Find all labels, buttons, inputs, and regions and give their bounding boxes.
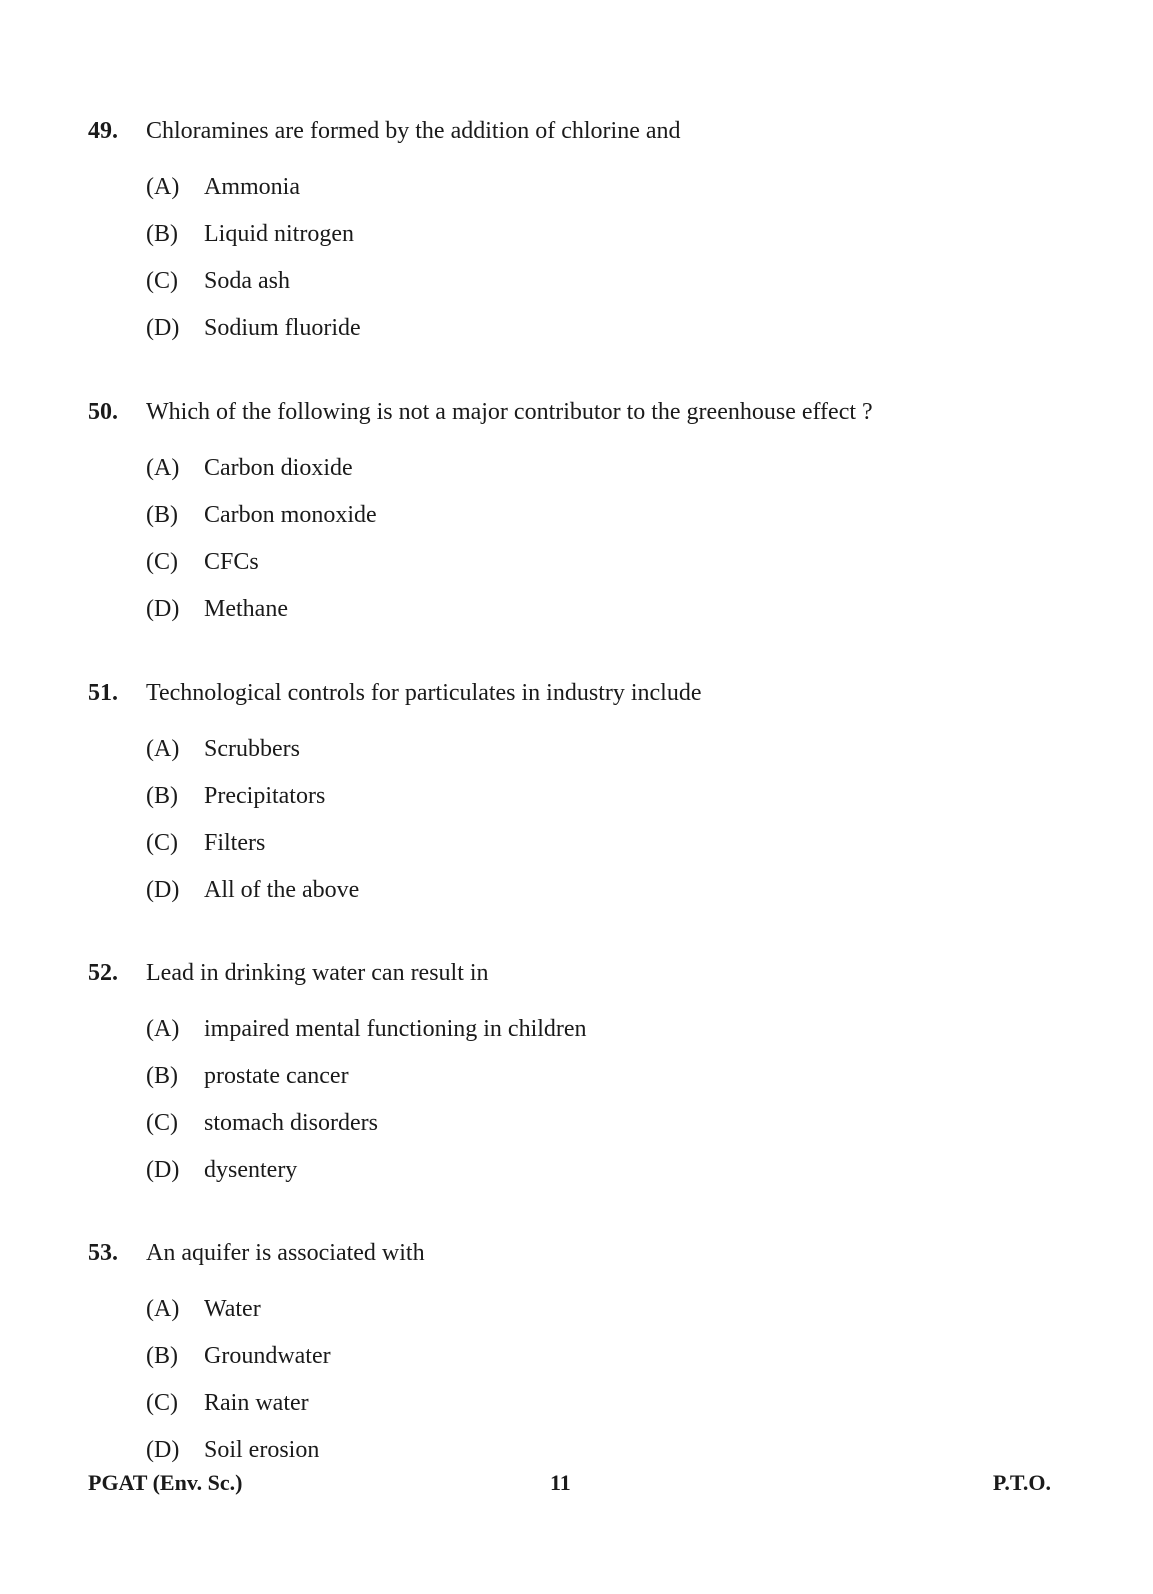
option-letter: (B): [146, 1063, 178, 1089]
option-letter: (C): [146, 549, 178, 575]
option-text: Ammonia: [204, 174, 300, 200]
question-number: 52.: [88, 960, 118, 986]
option-a: [146, 1286, 1088, 1333]
option-letter: (D): [146, 877, 180, 903]
option-letter: (A): [146, 1296, 180, 1322]
question-49: [88, 118, 1088, 352]
option-text: Soil erosion: [204, 1437, 320, 1463]
option-letter: (C): [146, 268, 178, 294]
option-text: impaired mental functioning in children: [204, 1016, 587, 1042]
page-number: 11: [550, 1470, 571, 1495]
option-text: All of the above: [204, 877, 360, 903]
option-text: Liquid nitrogen: [204, 221, 354, 247]
question-number: 53.: [88, 1240, 118, 1266]
option-letter: (D): [146, 1157, 180, 1183]
question-header: [88, 118, 1088, 154]
option-text: Carbon monoxide: [204, 502, 377, 528]
option-text: Groundwater: [204, 1343, 331, 1369]
option-text: CFCs: [204, 549, 259, 575]
option-text: Scrubbers: [204, 736, 300, 762]
option-b: [146, 492, 1088, 539]
option-a: [146, 726, 1088, 773]
question-50: [88, 399, 1088, 633]
option-letter: (C): [146, 830, 178, 856]
option-c: [146, 1100, 1088, 1147]
footer-pto: P.T.O.: [992, 1470, 1051, 1495]
option-letter: (A): [146, 736, 180, 762]
question-53: [88, 1240, 1088, 1474]
question-text: Chloramines are formed by the addition of chlorine and: [146, 118, 681, 144]
options-list: [88, 445, 1088, 633]
option-letter: (A): [146, 1016, 180, 1042]
option-text: dysentery: [204, 1157, 298, 1183]
question-text: Lead in drinking water can result in: [146, 960, 489, 986]
option-letter: (B): [146, 221, 178, 247]
option-d: [146, 1147, 1088, 1194]
option-b: [146, 1053, 1088, 1100]
option-letter: (D): [146, 596, 180, 622]
question-text: An aquifer is associated with: [146, 1240, 425, 1266]
option-d: [146, 305, 1088, 352]
option-text: Sodium fluoride: [204, 315, 361, 341]
option-text: Carbon dioxide: [204, 455, 353, 481]
option-a: [146, 1006, 1088, 1053]
option-b: [146, 211, 1088, 258]
option-d: [146, 586, 1088, 633]
option-a: [146, 164, 1088, 211]
question-52: [88, 960, 1088, 1194]
option-letter: (A): [146, 455, 180, 481]
option-text: Water: [204, 1296, 261, 1322]
page-footer: [88, 1470, 1051, 1500]
option-letter: (D): [146, 315, 180, 341]
question-header: [88, 399, 1088, 435]
options-list: [88, 164, 1088, 352]
option-letter: (B): [146, 502, 178, 528]
option-d: [146, 867, 1088, 914]
option-letter: (C): [146, 1110, 178, 1136]
option-text: Methane: [204, 596, 288, 622]
option-b: [146, 773, 1088, 820]
option-c: [146, 258, 1088, 305]
question-text: Technological controls for particulates in industry include: [146, 680, 702, 706]
option-a: [146, 445, 1088, 492]
option-c: [146, 1380, 1088, 1427]
footer-exam-code: PGAT (Env. Sc.): [88, 1470, 243, 1495]
question-51: [88, 680, 1088, 914]
option-letter: (A): [146, 174, 180, 200]
question-number: 49.: [88, 118, 118, 144]
option-text: stomach disorders: [204, 1110, 378, 1136]
option-letter: (B): [146, 783, 178, 809]
question-header: [88, 1240, 1088, 1276]
question-number: 50.: [88, 399, 118, 425]
options-list: [88, 1006, 1088, 1194]
option-c: [146, 820, 1088, 867]
option-text: Precipitators: [204, 783, 326, 809]
options-list: [88, 726, 1088, 914]
question-text: Which of the following is not a major contributor to the greenhouse effect ?: [146, 399, 873, 425]
question-header: [88, 680, 1088, 716]
option-letter: (C): [146, 1390, 178, 1416]
option-text: Rain water: [204, 1390, 309, 1416]
option-letter: (B): [146, 1343, 178, 1369]
option-text: Filters: [204, 830, 266, 856]
option-c: [146, 539, 1088, 586]
option-letter: (D): [146, 1437, 180, 1463]
question-number: 51.: [88, 680, 118, 706]
question-header: [88, 960, 1088, 996]
option-b: [146, 1333, 1088, 1380]
option-d: [146, 1427, 1088, 1474]
options-list: [88, 1286, 1088, 1474]
option-text: Soda ash: [204, 268, 290, 294]
option-text: prostate cancer: [204, 1063, 349, 1089]
